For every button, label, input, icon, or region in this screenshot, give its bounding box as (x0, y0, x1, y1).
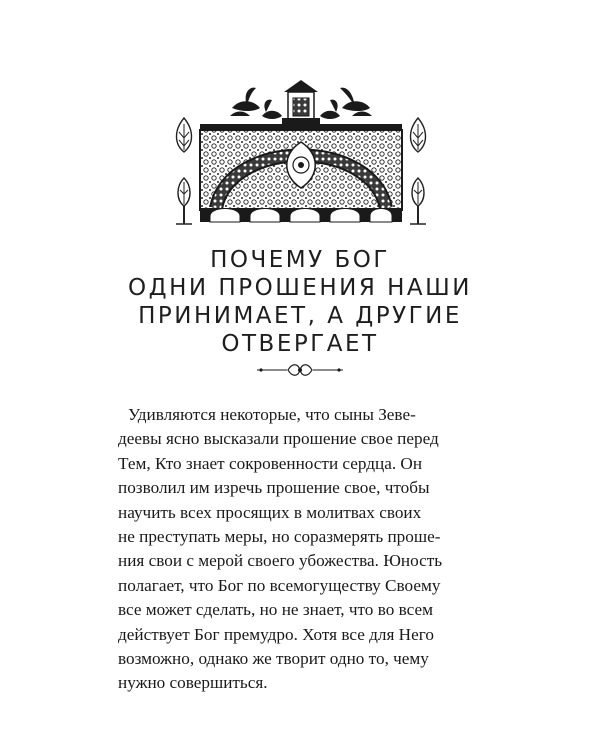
shrine-icon (282, 80, 320, 124)
divider-flourish-icon (255, 360, 345, 380)
header-ornament-illustration (170, 78, 432, 238)
chapter-title-line-2: ОДНИ ПРОШЕНИЯ НАШИ (128, 275, 472, 301)
chapter-title-line-1: ПОЧЕМУ БОГ (210, 247, 390, 273)
bird-left-icon (230, 88, 260, 116)
chapter-title-line-3: ПРИНИМАЕТ, А ДРУГИЕ (138, 303, 462, 329)
right-tree-icon (410, 118, 426, 224)
bird-center-right-icon (320, 100, 340, 119)
body-line: действует Бог премудро. Хотя все для Него (118, 624, 434, 644)
chapter-title (60, 246, 540, 358)
bird-right-icon (340, 88, 372, 116)
body-line: возможно, однако же творит одно то, чему (118, 649, 429, 669)
body-line: полагает, что Бог по всемогуществу Своему (118, 575, 441, 595)
chapter-title-line-4: ОТВЕРГАЕТ (221, 331, 379, 357)
body-line: деевы ясно высказали прошение свое перед (118, 429, 439, 449)
body-line: не преступать меры, но соразмерять проше- (118, 527, 441, 547)
body-line: позволил им изречь прошение свое, чтобы (118, 478, 430, 498)
body-paragraph (118, 403, 510, 696)
body-line: нужно совершиться. (118, 673, 268, 693)
left-tree-icon (176, 118, 192, 224)
body-line: Удивляются некоторые, что сыны Зеве- (128, 405, 416, 424)
body-line: научить всех просящих в молитвах своих (118, 502, 422, 522)
bird-center-left-icon (262, 100, 282, 119)
body-line: все может сделать, но не знает, что во всем (118, 600, 433, 620)
body-line: ния свои с мерой своего убожества. Юность (118, 551, 443, 571)
body-line: Тем, Кто знает сокровенности сердца. Он (118, 453, 423, 473)
